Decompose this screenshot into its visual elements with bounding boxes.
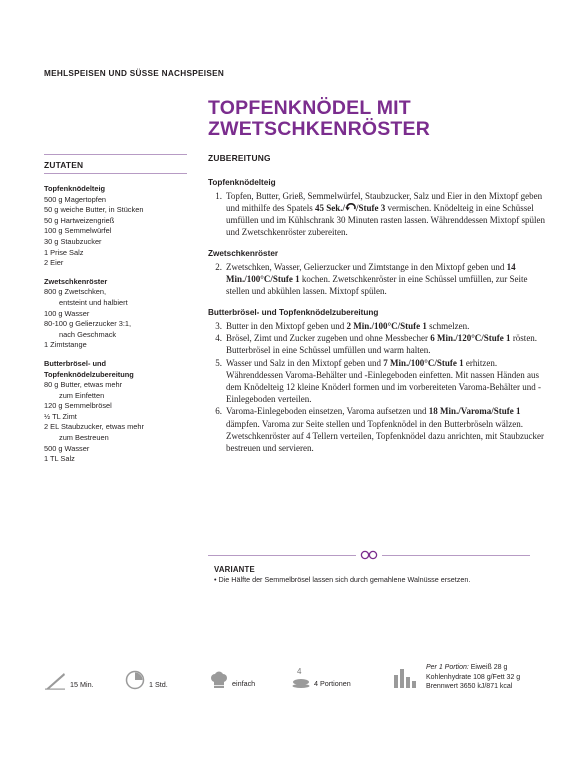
nutrition-item [393, 667, 417, 689]
ingredient-text: 2 Eier [44, 258, 64, 268]
step-number: 5. [215, 357, 222, 368]
step-group [208, 178, 548, 238]
ingredient-item [44, 237, 194, 248]
step-item [208, 332, 548, 356]
ingredient-item [44, 380, 194, 401]
ingredient-group-title: Butterbrösel- und Topfenknödelzubereitung [44, 358, 134, 379]
ingredient-continuation: zum Bestreuen [59, 433, 109, 443]
step-text [226, 320, 548, 332]
zutaten-top-rule [44, 154, 187, 155]
step-setting: 6 Min./120°C/Stufe 1 [430, 333, 511, 344]
ingredient-item [44, 309, 194, 320]
step-setting: 18 Min./Varoma/Stufe 1 [428, 406, 521, 417]
ingredient-text: 50 g weiche Butter, in Stücken [44, 205, 144, 215]
recipe-title-line-1: TOPFENKNÖDEL MIT [208, 97, 411, 119]
step-text-segment: Zwetschken, Wasser, Gelierzucker und Zimtstange in den Mixtopf geben und [226, 261, 507, 272]
zutaten-bottom-rule [44, 173, 187, 174]
step-setting: 7 Min./100°C/Stufe 1 [383, 357, 464, 368]
variante-box [214, 565, 544, 584]
step-text [226, 357, 548, 406]
ingredient-item [44, 195, 194, 206]
ingredient-group-title: Topfenknödelteig [44, 184, 106, 193]
step-number: 2. [215, 261, 222, 272]
step-text-segment: kochen. Zwetschkenröster in eine Schüssel umfüllen, zur Seite stellen und abkühlen lassen. Mixtopf spülen. [226, 274, 528, 297]
step-number: 6. [215, 406, 222, 417]
nutrition-energy: Brennwert 3650 kJ/871 kcal [426, 683, 513, 691]
nutrition-protein: Eiweiß 28 g [470, 664, 508, 671]
ingredient-item [44, 454, 194, 465]
ingredient-item [44, 340, 194, 351]
step-text-segment: rösten. Butterbrösel in eine Schüssel umfüllen und warm halten. [226, 333, 538, 356]
ingredient-text: 120 g Semmelbrösel [44, 401, 112, 411]
step-text-segment: Varoma-Einlegeboden einsetzen, Varoma aufsetzen und [226, 406, 429, 417]
ingredient-continuation: zum Einfetten [59, 390, 105, 400]
ingredient-text: 800 g Zwetschken, [44, 287, 107, 297]
step-group-title: Topfenknödelteig [208, 178, 276, 187]
ingredient-text: 1 Zimtstange [44, 340, 87, 350]
ingredient-item [44, 287, 194, 308]
step-text [226, 190, 548, 239]
step-item [208, 320, 548, 332]
ingredient-continuation: nach Geschmack [59, 329, 117, 339]
variante-rule-right [382, 555, 530, 556]
ingredient-group-title: Zwetschkenröster [44, 276, 108, 286]
ingredient-item [44, 205, 194, 216]
step-setting: 45 Sek./ [315, 202, 346, 213]
step-group [208, 308, 548, 454]
ingredient-group [44, 359, 194, 465]
step-setting: 14 Min./100°C/Stufe 1 [226, 261, 516, 285]
zubereitung-label: ZUBEREITUNG [208, 153, 271, 163]
ingredient-text: ½ TL Zimt [44, 411, 77, 421]
clock-icon [125, 670, 145, 690]
ingredient-item [44, 319, 194, 340]
step-number: 1. [215, 190, 222, 201]
ingredient-group [44, 277, 194, 351]
ingredient-group [44, 184, 194, 269]
nutrition-info [426, 663, 520, 692]
recipe-title [208, 98, 548, 140]
ingredient-item [44, 422, 194, 443]
step-text-segment: Brösel, Zimt und Zucker zugeben und ohne Messbecher [226, 333, 431, 344]
prep-time-item [44, 670, 94, 690]
servings-number: 4 [297, 667, 302, 676]
step-text-segment: Butter in den Mixtopf geben und [226, 320, 347, 331]
step-text [226, 261, 548, 298]
ingredient-text: 2 EL Staubzucker, etwas mehr [44, 422, 144, 432]
step-item [208, 405, 548, 454]
nutrition-intro: Per 1 Portion: [426, 664, 469, 671]
variante-title: VARIANTE [214, 565, 255, 574]
ingredient-item [44, 216, 194, 227]
step-text-segment: Wasser und Salz in den Mixtopf geben und [226, 357, 384, 368]
step-item [208, 190, 548, 239]
zutaten-label: ZUTATEN [44, 160, 84, 170]
ingredient-item [44, 412, 194, 423]
ingredient-text: 1 TL Salz [44, 454, 75, 464]
ingredient-text: 50 g Hartweizengrieß [44, 215, 115, 225]
ornament-icon [359, 550, 379, 560]
servings-value: 4 Portionen [314, 679, 351, 688]
recipe-title-line-2: ZWETSCHKENRÖSTER [208, 118, 431, 140]
variante-text: • Die Hälfte der Semmelbrösel lassen sich durch gemahlene Walnüsse ersetzen. [214, 575, 471, 584]
step-number: 3. [215, 320, 222, 331]
bar-chart-icon [393, 667, 417, 689]
step-text-segment: schmelzen. [426, 320, 470, 331]
step-text-segment: vermischen. Knödelteig in eine Schüssel umfüllen und im Kühlschrank 30 Minuten rasten lassen. Währenddessen Mixtopf spülen und Zwetschkenröster zubereiten. [226, 202, 546, 238]
ingredient-text: 500 g Wasser [44, 443, 90, 453]
step-text-segment: dämpfen. Varoma zur Seite stellen und Topfenknödel in den Butterbröseln wälzen. Zwetschkenröster auf 4 Tellern verteilen, Topfenknödel dazu anrichten, mit Staubzucker bestreuen und servieren. [226, 418, 545, 453]
step-setting: 2 Min./100°C/Stufe 1 [346, 320, 427, 331]
step-group [208, 249, 548, 297]
step-item [208, 357, 548, 406]
total-time-value: 1 Std. [149, 680, 168, 689]
step-group-title: Butterbrösel- und Topfenknödelzubereitung [208, 308, 379, 318]
ingredient-text: 80-100 g Gelierzucker 3:1, [44, 319, 132, 329]
nutrition-carbs-fat: Kohlenhydrate 108 g/Fett 32 g [426, 673, 521, 681]
variante-rule-left [208, 555, 356, 556]
difficulty-item [210, 671, 255, 689]
ingredient-item [44, 258, 194, 269]
ingredient-text: 30 g Staubzucker [44, 236, 102, 246]
step-text-segment: erhitzen. Währenddessen Varoma-Behälter und -Einlegeboden einfetten. Mit nassen Händen aus dem Knödelteig 12 kleine Knöderl formen und im vorbereiteten Varoma-Behälter und -Einlegeboden verteilen. [226, 357, 541, 405]
step-text [226, 332, 548, 356]
step-group-title: Zwetschkenröster [208, 249, 279, 259]
difficulty-value: einfach [232, 679, 256, 688]
ingredient-text: 80 g Butter, etwas mehr [44, 380, 123, 390]
step-text-segment: Topfen, Butter, Grieß, Semmelwürfel, Staubzucker, Salz und Eier in den Mixtopf geben und mithilfe des Spatels [226, 190, 543, 213]
ingredient-text: 1 Prise Salz [44, 247, 84, 257]
total-time-item [125, 670, 168, 690]
ingredient-text: 100 g Semmelwürfel [44, 226, 112, 236]
chef-hat-icon [210, 671, 228, 689]
step-item [208, 261, 548, 298]
prep-time-value: 15 Min. [70, 680, 94, 689]
step-text [226, 405, 548, 454]
step-number: 4. [215, 333, 222, 344]
section-header: MEHLSPEISEN UND SÜSSE NACHSPEISEN [44, 69, 225, 78]
ingredient-item [44, 444, 194, 455]
preparation-steps [208, 178, 548, 465]
ingredient-text: 100 g Wasser [44, 308, 90, 318]
counter-clockwise-icon [345, 203, 356, 211]
ingredient-item [44, 226, 194, 237]
step-setting: /Stufe 3 [356, 202, 386, 213]
knife-icon [44, 670, 66, 690]
ingredients-list [44, 184, 194, 473]
ingredient-item [44, 248, 194, 259]
ingredient-continuation: entsteint und halbiert [59, 297, 128, 307]
servings-item [292, 669, 351, 689]
ingredient-text: 500 g Magertopfen [44, 194, 107, 204]
ingredient-item [44, 401, 194, 412]
